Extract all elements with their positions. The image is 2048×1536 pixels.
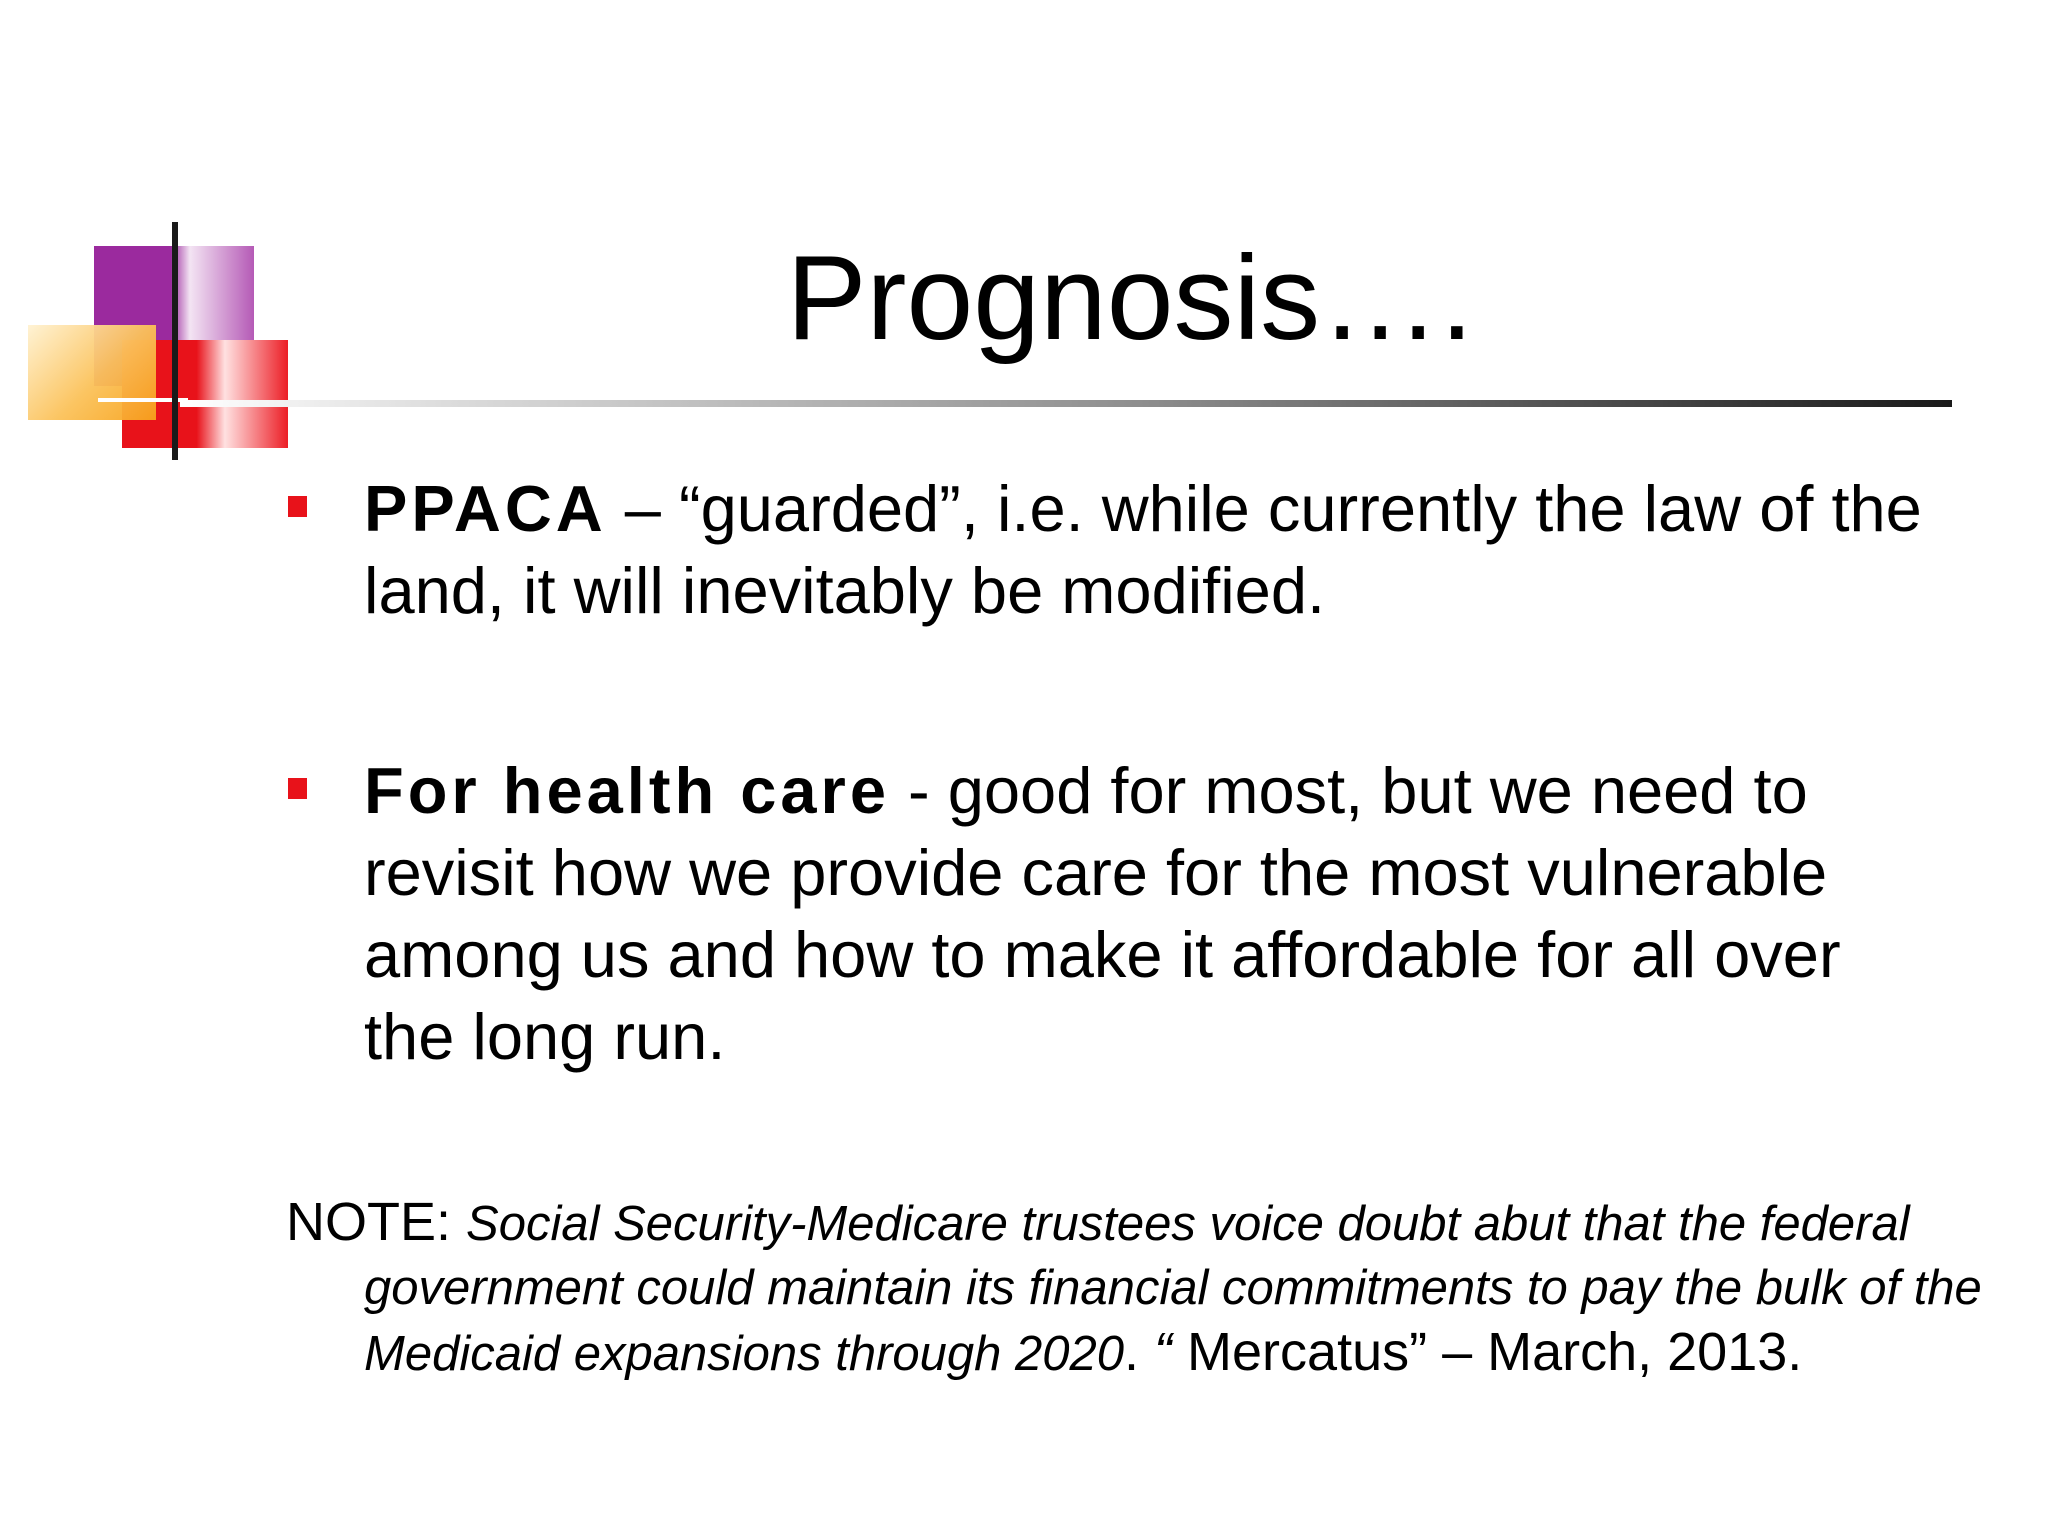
bullet-text: - good for most, but we need to revisit how we provide care for the most vulnerable among us and how to make it affordable for all over the long run.: [364, 754, 1841, 1073]
square-bullet-icon: [288, 496, 307, 517]
note-label: NOTE:: [286, 1192, 467, 1252]
bullet-lead: PPACA: [364, 472, 607, 545]
bullet-lead: For health care: [364, 754, 890, 827]
note-quote: Social Security-Medicare trustees voice doubt abut that the federal government could maintain its financial commitments to pay the bulk of the Medicaid expansions through 2020: [364, 1197, 1982, 1381]
note-source-open-quote: “: [1154, 1322, 1173, 1382]
bullet-health-care: [364, 750, 1924, 1078]
bullet-text: – “guarded”, i.e. while currently the law of the land, it will inevitably be modified.: [364, 472, 1922, 627]
slide-title: Prognosis….: [786, 231, 1474, 365]
logo-vertical-line: [172, 222, 178, 460]
title-divider-line: [180, 400, 1952, 407]
note-source: Mercatus” – March, 2013.: [1172, 1322, 1803, 1382]
note-paragraph: [286, 1190, 2048, 1386]
square-bullet-icon: [288, 778, 307, 799]
note-after-quote: .: [1124, 1322, 1155, 1382]
bullet-ppaca: [364, 468, 1924, 632]
orange-square: [28, 325, 156, 420]
